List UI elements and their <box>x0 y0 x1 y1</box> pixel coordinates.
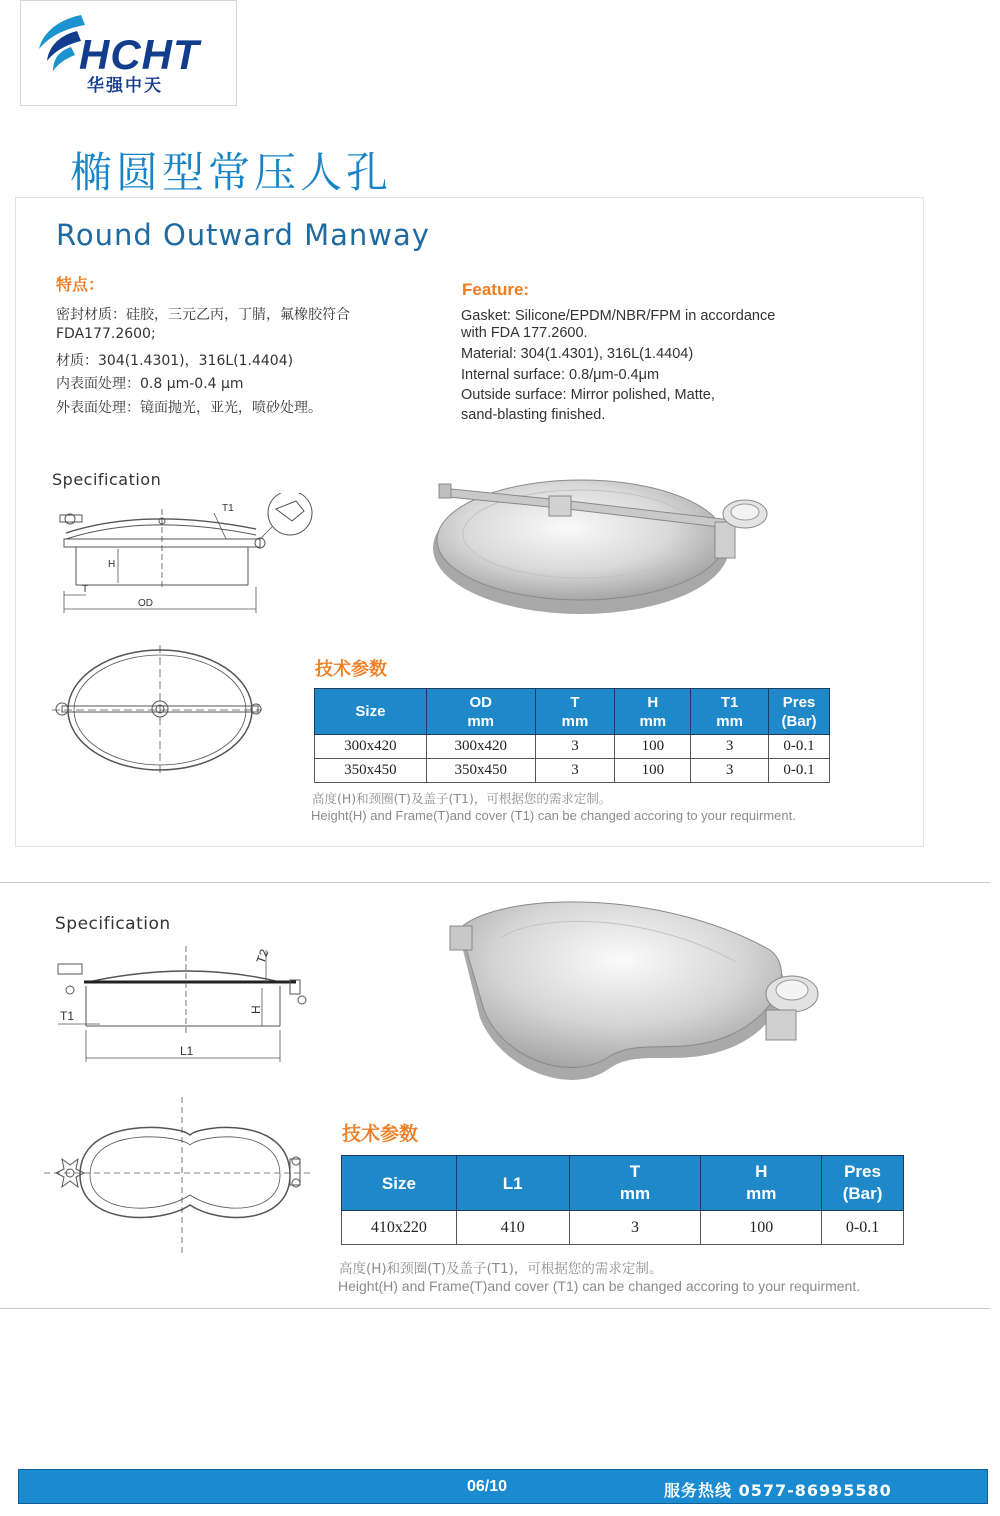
spec-table-round <box>314 688 830 783</box>
feature-en-line: with FDA 177.2600. <box>461 325 588 341</box>
table-cell: 100 <box>615 735 691 759</box>
table-row <box>315 735 830 759</box>
drawing-label-t: T <box>82 584 89 595</box>
table-header-pres: Pres (Bar) <box>822 1156 904 1211</box>
table-header-size: Size <box>342 1156 457 1211</box>
feature-en-heading: Feature: <box>462 280 530 299</box>
spec-table-kidney <box>341 1155 904 1245</box>
drawing-label-t2: T2 <box>253 947 272 966</box>
feature-en-line: Outside surface: Mirror polished, Matte, <box>461 387 715 403</box>
drawing-label-l1: L1 <box>180 1044 194 1058</box>
feature-en-line: Gasket: Silicone/EPDM/NBR/FPM in accordance <box>461 308 776 324</box>
table-header-size: Size <box>315 689 427 735</box>
table-cell: 350x450 <box>426 759 535 783</box>
table-cell: 100 <box>701 1211 822 1245</box>
table-cell: 0-0.1 <box>769 759 830 783</box>
page-title: 椭圆型常压人孔 <box>70 148 393 197</box>
table-cell: 300x420 <box>315 735 427 759</box>
table-header-t1: T1 mm <box>691 689 769 735</box>
table-cell: 3 <box>535 759 615 783</box>
table-cell: 410x220 <box>342 1211 457 1245</box>
feature-en-line: sand-blasting finished. <box>461 407 606 423</box>
table-header-l1: L1 <box>456 1156 569 1211</box>
table-row <box>342 1211 904 1245</box>
kidney-top-view-drawing <box>40 1095 320 1260</box>
drawing-label-h: H <box>249 1005 263 1014</box>
table-cell: 3 <box>569 1211 701 1245</box>
section-divider <box>0 882 990 883</box>
drawing-label-h: H <box>108 559 116 570</box>
logo-brand-text: HCHT <box>79 31 200 78</box>
company-logo <box>20 0 237 106</box>
page-number: 06/10 <box>467 1478 508 1495</box>
table-cell: 3 <box>535 735 615 759</box>
feature-cn-heading: 特点： <box>56 275 105 294</box>
table-header-h: H mm <box>701 1156 822 1211</box>
feature-cn-line: 密封材质：硅胶，三元乙丙，丁腈，氟橡胶符合 <box>56 307 350 323</box>
table-cell: 0-0.1 <box>769 735 830 759</box>
table-header-pres: Pres (Bar) <box>769 689 830 735</box>
table-header-h: H mm <box>615 689 691 735</box>
product-panel-round <box>15 197 924 847</box>
feature-en-line: Internal surface: 0.8/μm-0.4μm <box>461 367 660 383</box>
drawing-label-t1: T1 <box>222 503 234 514</box>
round-manway-photo <box>431 468 791 618</box>
footer-bar <box>18 1469 988 1504</box>
table-cell: 3 <box>691 759 769 783</box>
params-heading: 技术参数 <box>342 1123 419 1145</box>
service-hotline: 服务热线 0577-86995580 <box>664 1481 892 1500</box>
table-cell: 350x450 <box>315 759 427 783</box>
spec-label: Specification <box>55 914 171 934</box>
logo-brand-cn: 华强中天 <box>87 76 163 96</box>
custom-note-en: Height(H) and Frame(T)and cover (T1) can be changed accoring to your requirment. <box>338 1278 861 1294</box>
feature-cn-line: FDA177.2600; <box>56 326 156 342</box>
table-cell: 0-0.1 <box>822 1211 904 1245</box>
table-row <box>315 759 830 783</box>
table-header-od: OD mm <box>426 689 535 735</box>
params-heading: 技术参数 <box>315 659 387 680</box>
feature-en-line: Material: 304(1.4301), 316L(1.4404) <box>461 346 694 362</box>
drawing-label-t1: T1 <box>60 1009 75 1023</box>
table-cell: 410 <box>456 1211 569 1245</box>
spec-label: Specification <box>52 470 162 489</box>
table-cell: 100 <box>615 759 691 783</box>
kidney-side-view-drawing <box>40 940 330 1065</box>
custom-note-cn: 高度(H)和颈圈(T)及盖子(T1)，可根据您的需求定制。 <box>339 1261 663 1277</box>
product-title: Round Outward Manway <box>56 218 430 252</box>
feature-cn-line: 材质：304(1.4301)，316L(1.4404) <box>56 353 294 369</box>
drawing-label-od: OD <box>138 598 153 609</box>
section-divider <box>0 1308 990 1309</box>
table-header-t: T mm <box>535 689 615 735</box>
table-header-t: T mm <box>569 1156 701 1211</box>
custom-note-en: Height(H) and Frame(T)and cover (T1) can be changed accoring to your requirment. <box>311 808 796 823</box>
feature-cn-line: 外表面处理：镜面抛光，亚光，喷砂处理。 <box>56 400 322 416</box>
table-cell: 300x420 <box>426 735 535 759</box>
custom-note-cn: 高度(H)和颈圈(T)及盖子(T1)，可根据您的需求定制。 <box>312 791 612 806</box>
feature-cn-line: 内表面处理：0.8 μm-0.4 μm <box>56 376 244 392</box>
side-view-drawing <box>46 493 326 618</box>
table-cell: 3 <box>691 735 769 759</box>
top-view-drawing <box>48 643 268 778</box>
kidney-manway-photo <box>440 898 830 1108</box>
